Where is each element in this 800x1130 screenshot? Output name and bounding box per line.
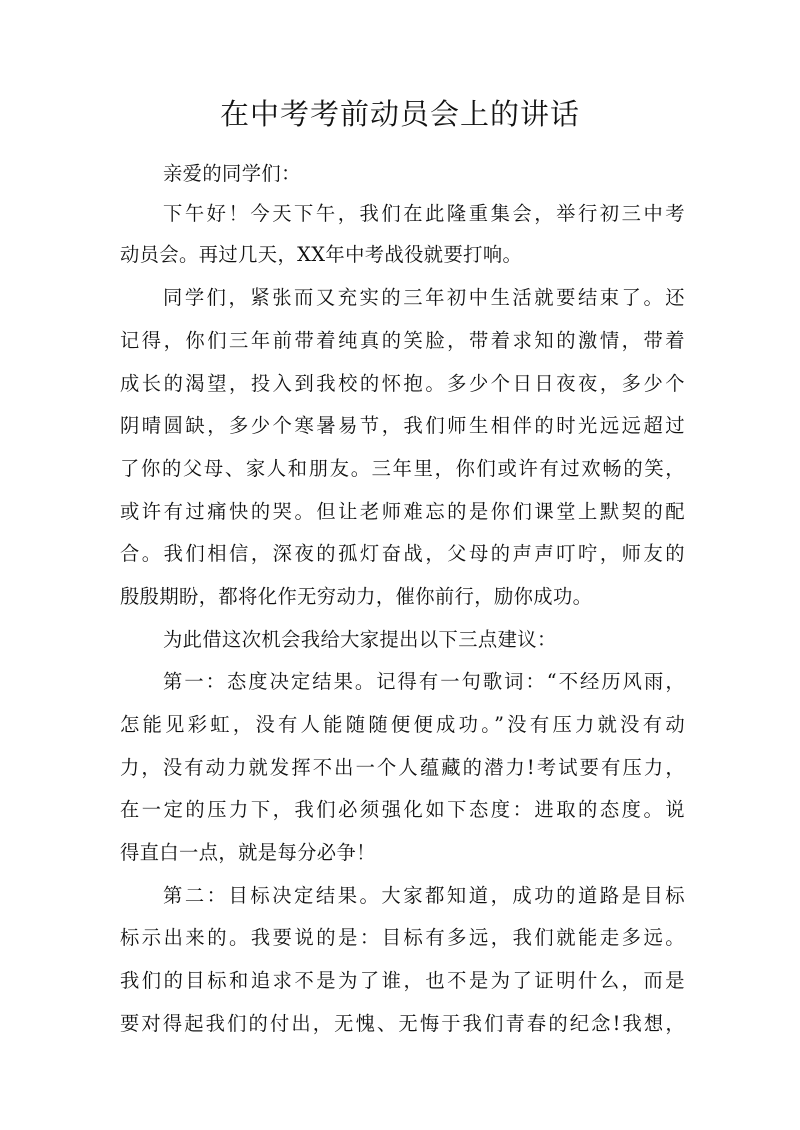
- paragraph-line: 为此借这次机会我给大家提出以下三点建议：: [163, 628, 557, 651]
- paragraph-line: 怎能见彩虹，没有人能随随便便成功。”没有压力就没有动: [120, 713, 685, 736]
- paragraph-line: 标示出来的。我要说的是：目标有多远，我们就能走多远。: [120, 926, 685, 949]
- paragraph-line: 第一：态度决定结果。记得有一句歌词：“不经历风雨，: [163, 670, 685, 693]
- paragraph-line: 我们的目标和追求不是为了谁，也不是为了证明什么，而是: [120, 969, 685, 992]
- paragraph-line: 下午好！今天下午，我们在此隆重集会，举行初三中考: [163, 202, 685, 225]
- salutation: 亲爱的同学们：: [163, 162, 301, 185]
- paragraph-line: 要对得起我们的付出，无愧、无悔于我们青春的纪念!我想，: [120, 1012, 685, 1035]
- paragraph-line: 了你的父母、家人和朋友。三年里，你们或许有过欢畅的笑，: [120, 457, 685, 480]
- paragraph-line: 殷殷期盼，都将化作无穷动力，催你前行，励你成功。: [120, 585, 593, 608]
- paragraph-line: 或许有过痛快的哭。但让老师难忘的是你们课堂上默契的配: [120, 500, 685, 523]
- paragraph-line: 合。我们相信，深夜的孤灯奋战，父母的声声叮咛，师友的: [120, 542, 685, 565]
- paragraph-line: 第二：目标决定结果。大家都知道，成功的道路是目标: [163, 884, 685, 907]
- document-title: 在中考考前动员会上的讲话: [219, 97, 580, 131]
- paragraph-line: 力，没有动力就发挥不出一个人蕴藏的潜力!考试要有压力，: [120, 756, 685, 779]
- paragraph-line: 同学们，紧张而又充实的三年初中生活就要结束了。还: [163, 286, 685, 309]
- paragraph-line: 阴晴圆缺，多少个寒暑易节，我们师生相伴的时光远远超过: [120, 414, 685, 437]
- paragraph-line: 成长的渴望，投入到我校的怀抱。多少个日日夜夜，多少个: [120, 372, 685, 395]
- paragraph-line: 动员会。再过几天，XX年中考战役就要打响。: [120, 243, 523, 266]
- paragraph-line: 记得，你们三年前带着纯真的笑脸，带着求知的激情，带着: [120, 329, 685, 352]
- paragraph-line: 在一定的压力下，我们必须强化如下态度：进取的态度。说: [120, 798, 685, 821]
- paragraph-line: 得直白一点，就是每分必争！: [120, 841, 376, 864]
